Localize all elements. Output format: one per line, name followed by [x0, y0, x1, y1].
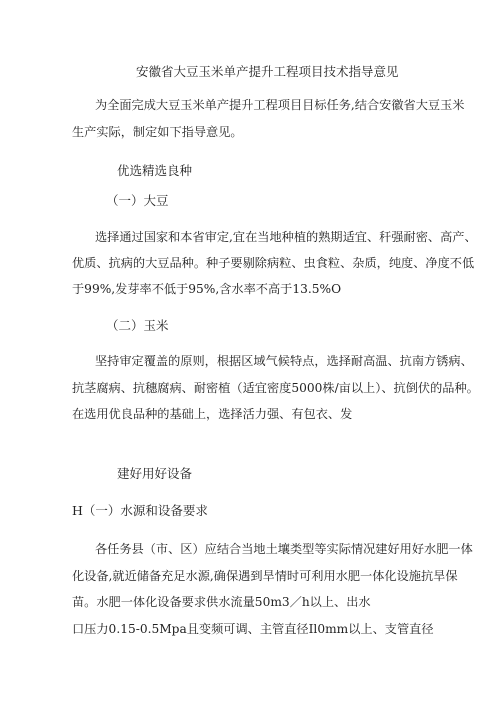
corn-line-1: 坚持审定覆盖的原则，根据区域气候特点，选择耐高温、抗南方锈病、	[95, 354, 473, 368]
equipment-line-1: 各任务县（市、区）应结合当地土壤类型等实际情况建好用好水肥一体	[95, 542, 473, 556]
equipment-line-2: 化设备,就近储备充足水源,确保遇到旱情时可利用水肥一体化设施抗旱保	[72, 569, 458, 583]
corn-line-3: 在选用优良品种的基础上，选择活力强、有包衣、发	[72, 407, 353, 421]
subheading-water-equipment: H（一）水源和设备要求	[72, 503, 208, 518]
soybean-line-3: 于99%,发芽率不低于95%,含水率不高于13.5%O	[72, 282, 342, 296]
intro-line-1: 为全面完成大豆玉米单产提升工程项目目标任务,结合安徽省大豆玉米	[95, 98, 465, 112]
soybean-line-1: 选择通过国家和本省审定,宜在当地种植的熟期适宜、秆强耐密、高产、	[95, 230, 477, 244]
equipment-line-4: 口压力0.15-0.5Mpa且变频可调、主管直径Il0mm以上、支管直径	[72, 622, 434, 636]
section-heading-equipment: 建好用好设备	[117, 466, 193, 481]
subheading-soybean: （一）大豆	[106, 193, 169, 208]
document-title: 安徽省大豆玉米单产提升工程项目技术指导意见	[136, 64, 399, 79]
subheading-corn: （二）玉米	[106, 318, 169, 333]
soybean-line-2: 优质、抗病的大豆品种。种子要剔除病粒、虫食粒、杂质，纯度、净度不低	[72, 256, 475, 270]
equipment-line-3: 苗。水肥一体化设备要求供水流量50m3／h以上、出水	[72, 595, 371, 609]
section-heading-seeds: 优选精选良种	[117, 163, 193, 178]
corn-line-2: 抗茎腐病、抗穗腐病、耐密植（适宜密度5000株/亩以上）、抗倒伏的品种。	[72, 381, 479, 395]
intro-line-2: 生产实际，制定如下指导意见。	[72, 125, 243, 139]
